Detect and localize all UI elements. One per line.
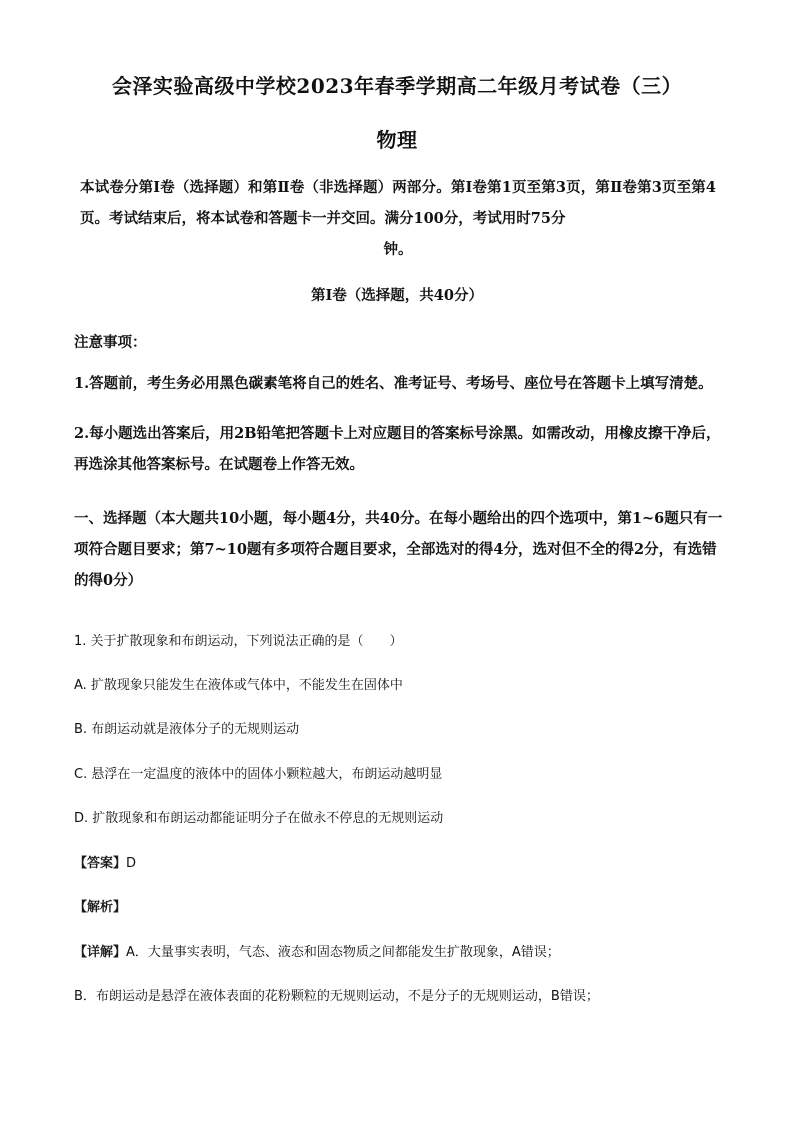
intro-text: 本试卷分第Ⅰ卷（选择题）和第Ⅱ卷（非选择题）两部分。第Ⅰ卷第1页至第3页，第Ⅱ卷第3页至第4页。考试结束后，将本试卷和答题卡一并交回。满分100分，考试用时75分 (80, 179, 716, 227)
answer-tag: 【答案】 (74, 856, 127, 871)
option-d: D. 扩散现象和布朗运动都能证明分子在做永不停息的无规则运动 (74, 811, 444, 826)
question-1-stem: 1. 关于扩散现象和布朗运动，下列说法正确的是（ ） (74, 634, 403, 649)
part-1-instructions: 一、选择题（本大题共10小题，每小题4分，共40分。在每小题给出的四个选项中，第1~6题只有一项符合题目要求；第7~10题有多项符合题目要求，全部选对的得4分，选对但不全的得2分，有选错的得0分） (74, 510, 723, 589)
analysis-tag: 【解析】 (74, 900, 127, 915)
intro-end: 钟。 (383, 241, 413, 258)
intro-paragraph (80, 172, 716, 265)
detail-line-1 (74, 943, 724, 963)
detail-text-1: A．大量事实表明，气态、液态和固态物质之间都能发生扩散现象，A错误； (126, 945, 560, 960)
detail-tag: 【详解】 (74, 945, 127, 960)
answer-line (74, 854, 724, 874)
option-a: A. 扩散现象只能发生在液体或气体中，不能发生在固体中 (74, 678, 403, 693)
analysis-line (74, 898, 724, 918)
option-b: B. 布朗运动就是液体分子的无规则运动 (74, 722, 300, 737)
note-2: 2.每小题选出答案后，用2B铅笔把答题卡上对应题目的答案标号涂黑。如需改动，用橡皮擦干净后，再选涂其他答案标号。在试题卷上作答无效。 (74, 425, 721, 473)
section-heading: 第Ⅰ卷（选择题，共40分） (311, 287, 483, 304)
notes-heading: 注意事项： (74, 334, 147, 351)
detail-line-2: B．布朗运动是悬浮在液体表面的花粉颗粒的无规则运动，不是分子的无规则运动，B错误； (74, 989, 599, 1004)
subject-title: 物理 (376, 128, 418, 152)
answer-value: D (126, 856, 137, 871)
note-1: 1.答题前，考生务必用黑色碳素笔将自己的姓名、准考证号、考场号、座位号在答题卡上填写清楚。 (74, 375, 713, 392)
exam-title: 会泽实验高级中学校2023年春季学期高二年级月考试卷（三） (111, 74, 683, 98)
option-c: C. 悬浮在一定温度的液体中的固体小颗粒越大，布朗运动越明显 (74, 767, 443, 782)
